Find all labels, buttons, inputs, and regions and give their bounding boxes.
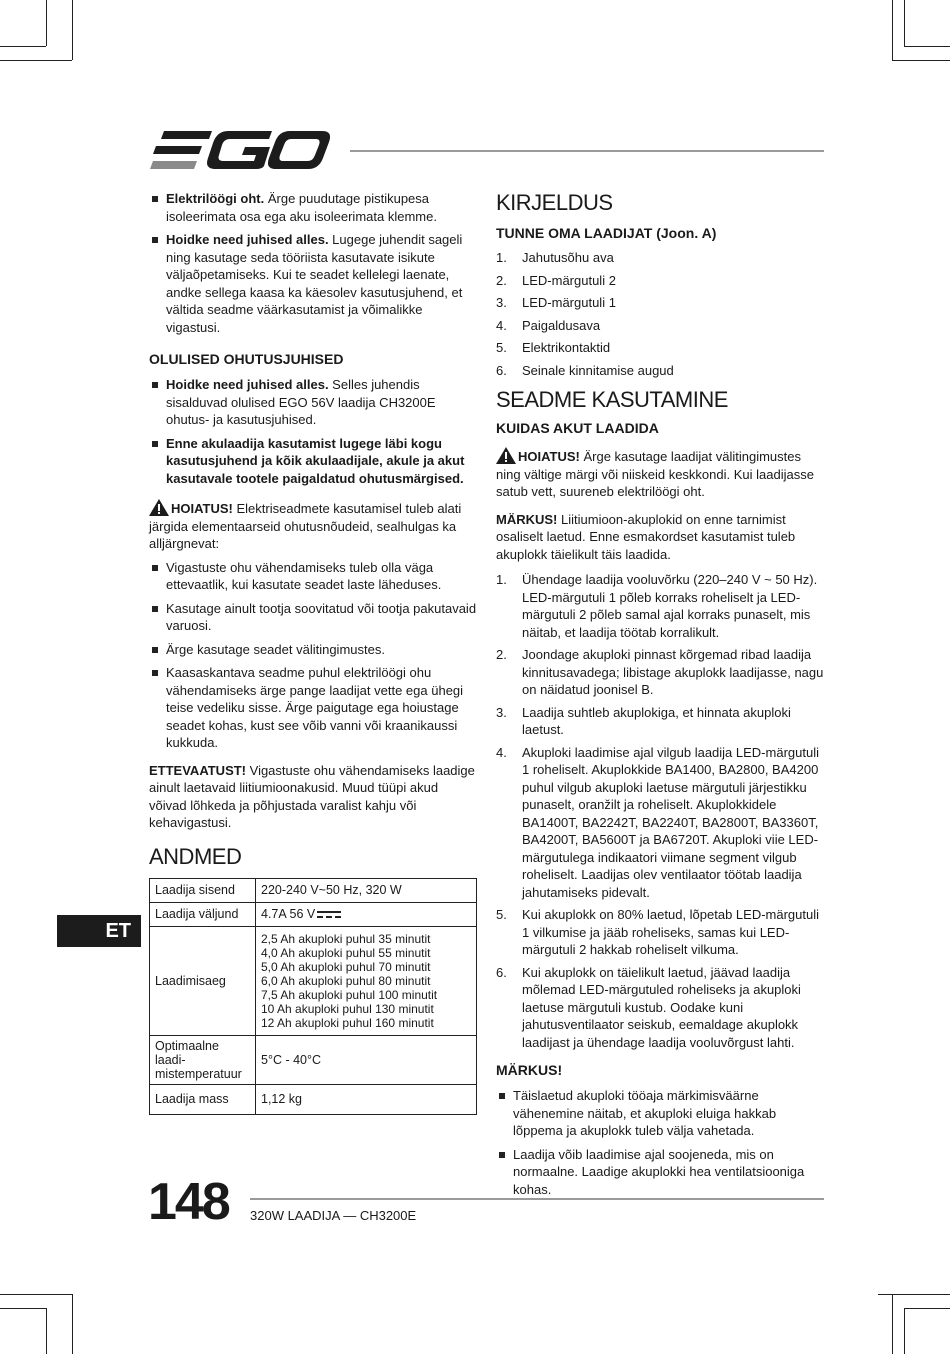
warning-paragraph: HOIATUS! Ärge kasutage laadijat välitingimustes ning vältige märgi või niiskeid keskkondi. Kui laadijasse satub vett, suureneb elektrilöögi oht. bbox=[496, 449, 814, 499]
charge-heading: KUIDAS AKUT LAADIDA bbox=[496, 420, 659, 436]
list-item: 5. Kui akuplokk on 80% laetud, lõpetab LED-märgutuli 1 vilkumise ja jääb roheliseks, samas kui LED-märgutuli 2 hakkab roheliselt vilkuma. bbox=[496, 907, 820, 957]
crop-mark bbox=[0, 60, 72, 61]
crop-mark bbox=[904, 1308, 950, 1309]
spec-value: 5°C - 40°C bbox=[256, 1035, 477, 1084]
list-item: 3. Laadija suhtleb akuplokiga, et hinnata akuploki laetust. bbox=[496, 704, 791, 737]
know-heading: TUNNE OMA LAADIJAT (Joon. A) bbox=[496, 225, 717, 241]
spec-label: Laadimisaeg bbox=[150, 926, 256, 1035]
crop-mark bbox=[904, 46, 950, 47]
charge-time: 7,5 Ah akuploki puhul 100 minutit bbox=[261, 987, 438, 1002]
list-item: Hoidke need juhised alles. Lugege juhendit sageli ning kasutage seda tööriista kasutavate isikute väljaõpetamiseks. Kui te seadet kellelegi laenate, andke sellega kaasa ka käesolev kasutusjuhend, et vältida seadme väärkasutamist ja võimalikke vigastusi. bbox=[149, 231, 477, 336]
crop-mark bbox=[72, 0, 73, 60]
dc-current-icon bbox=[317, 911, 341, 919]
right-column bbox=[496, 190, 824, 1204]
crop-mark bbox=[878, 1294, 950, 1295]
list-item: 3. LED-märgutuli 1 bbox=[496, 295, 616, 310]
crop-mark bbox=[46, 1308, 47, 1354]
list-item: 1. Ühendage laadija vooluvõrku (220–240 V ~ 50 Hz). LED-märgutuli 1 põleb korraks roheliselt ja LED-märgutuli 2 põleb samal ajal korraks punaselt, mis näitab, et laadija töötab korralikult. bbox=[496, 572, 818, 640]
page-number: 148 bbox=[148, 1173, 229, 1231]
table-row bbox=[150, 902, 477, 926]
charge-time: 4,0 Ah akuploki puhul 55 minutit bbox=[261, 945, 431, 960]
spec-value: 1,12 kg bbox=[256, 1084, 477, 1114]
specs-table bbox=[149, 878, 477, 1115]
footer-title: 320W LAADIJA — CH3200E bbox=[250, 1208, 417, 1223]
list-item: Kaasaskantava seadme puhul elektrilöögi ohu vähendamiseks ärge pange laadijat vette ega ühegi teise vedeliku sisse. Ärge paigutage ega hoiustage seadet kohas, kust see võib vanni või kraanikaussi kukkuda. bbox=[149, 664, 477, 752]
crop-mark bbox=[904, 0, 905, 46]
list-item: Hoidke need juhised alles. Selles juhendis sisalduvad olulised EGO 56V laadija CH3200E ohutus- ja kasutusjuhised. bbox=[149, 376, 477, 429]
left-column bbox=[149, 190, 477, 1115]
warning-paragraph: HOIATUS! Elektriseadmete kasutamisel tuleb alati järgida elementaarseid ohutusnõudeid, sealhulgas ka alljärgnevat: bbox=[149, 501, 462, 551]
charge-time: 5,0 Ah akuploki puhul 70 minutit bbox=[261, 959, 431, 974]
list-item: 2. Joondage akuploki pinnast kõrgemad ribad laadija kinnitusavadega; libistage akuplokk laadijasse, nagu on näidatud joonisel B. bbox=[496, 647, 824, 697]
table-row bbox=[150, 1035, 477, 1084]
list-item: 5. Elektrikontaktid bbox=[496, 340, 611, 355]
list-item: Laadija võib laadimise ajal soojeneda, mis on normaalne. Laadige akuplokki hea ventilatsiooniga kohas. bbox=[496, 1146, 824, 1199]
list-item: 2. LED-märgutuli 2 bbox=[496, 272, 616, 288]
notes-heading: MÄRKUS! bbox=[496, 1062, 563, 1078]
table-row bbox=[150, 926, 477, 1035]
crop-mark bbox=[0, 1308, 46, 1309]
spec-label: Laadija mass bbox=[150, 1084, 256, 1114]
table-row bbox=[150, 878, 477, 902]
list-item: 4. Paigaldusava bbox=[496, 317, 601, 333]
caution-paragraph: ETTEVAATUST! Vigastuste ohu vähendamiseks laadige ainult laetavaid liitiumioonakusid. Muud tüüpi akud võivad lõhkeda ja põhjustada varalist kahju või kehavigastusi. bbox=[149, 762, 475, 830]
crop-mark bbox=[0, 1294, 72, 1295]
crop-mark bbox=[0, 46, 46, 47]
table-row bbox=[150, 1084, 477, 1114]
warning-icon bbox=[496, 447, 516, 464]
crop-mark bbox=[46, 0, 47, 46]
footer-rule bbox=[250, 1198, 824, 1200]
charge-time: 2,5 Ah akuploki puhul 35 minutit bbox=[261, 931, 431, 946]
crop-mark bbox=[892, 1294, 893, 1354]
list-item: 6. Kui akuplokk on täielikult laetud, jäävad laadija mõlemad LED-märgutuled roheliseks ja akuploki laetuse märgutuli kustub. Oodake kuni jahutusventilaator seiskub, eemaldage akuplokk laadijast ja ühendage laadija vooluvõrgust lahti. bbox=[496, 964, 801, 1050]
ego-logo bbox=[150, 128, 330, 172]
crop-mark bbox=[904, 1308, 905, 1354]
description-heading: KIRJELDUS bbox=[496, 190, 613, 215]
usage-heading: SEADME KASUTAMINE bbox=[496, 387, 728, 412]
list-item: Vigastuste ohu vähendamiseks tuleb olla väga ettevaatlik, kui kasutate seadet laste läheduses. bbox=[149, 559, 477, 594]
spec-value bbox=[256, 926, 477, 1035]
specs-heading: ANDMED bbox=[149, 843, 242, 869]
spec-value: 4.7A 56 V bbox=[256, 902, 477, 926]
charge-time: 10 Ah akuploki puhul 130 minutit bbox=[261, 1001, 434, 1016]
crop-mark bbox=[892, 0, 893, 60]
list-item: Elektrilöögi oht. Ärge puudutage pistikupesa isoleerimata osa ega aku isoleerimata klemme. bbox=[149, 190, 477, 225]
spec-value: 220-240 V~50 Hz, 320 W bbox=[256, 878, 477, 902]
list-item: Ärge kasutage seadet välitingimustes. bbox=[149, 641, 477, 659]
list-item: Täislaetud akuploki tööaja märkimisväärne vähenemine näitab, et akuploki eluiga hakkab lõppema ja akuplokk tuleb välja vahetada. bbox=[496, 1087, 824, 1140]
spec-label: Optimaalne laadi-mistemperatuur bbox=[150, 1035, 256, 1084]
spec-label: Laadija väljund bbox=[150, 902, 256, 926]
spec-label: Laadija sisend bbox=[150, 878, 256, 902]
list-item: 1. Jahutusõhu ava bbox=[496, 250, 614, 265]
charge-time: 6,0 Ah akuploki puhul 80 minutit bbox=[261, 973, 431, 988]
list-item: 4. Akuploki laadimise ajal vilgub laadija LED-märgutuli 1 roheliselt. Akuplokkide BA1400, BA2800, BA4200 puhul vilgub akuploki laetuse märgutuli järjestikku punaselt, oranžilt ja roheliselt. Akuplokkidele BA1400T, BA2242T, BA2240T, BA2800T, BA3360T, BA4200T, BA5600T ja BA6720T. Akuploki viie LED-märgutulega indikaatori viimane segment vilgub roheliselt. Laadijas olev ventilaator töötab laadija jahutamiseks pidevalt. bbox=[496, 744, 819, 900]
charge-time: 12 Ah akuploki puhul 160 minutit bbox=[261, 1015, 434, 1030]
header-rule bbox=[350, 150, 824, 152]
list-item: Enne akulaadija kasutamist lugege läbi kogu kasutusjuhend ja kõik akulaadijale, akule ja akut kasutavale tootele paigaldatud ohutusmärgised. bbox=[149, 435, 477, 488]
safety-heading: OLULISED OHUTUSJUHISED bbox=[149, 351, 344, 367]
warning-icon bbox=[149, 499, 169, 516]
language-tab: ET bbox=[57, 915, 141, 947]
note-paragraph: MÄRKUS! Liitiumioon-akuplokid on enne tarnimist osaliselt laetud. Enne esmakordset kasutamist tuleb akuplokk täielikult täis laadida. bbox=[496, 511, 796, 562]
crop-mark bbox=[72, 1294, 73, 1354]
list-item: 6. Seinale kinnitamise augud bbox=[496, 362, 674, 378]
list-item: Kasutage ainult tootja soovitatud või tootja pakutavaid varuosi. bbox=[149, 600, 477, 635]
crop-mark bbox=[892, 60, 950, 61]
